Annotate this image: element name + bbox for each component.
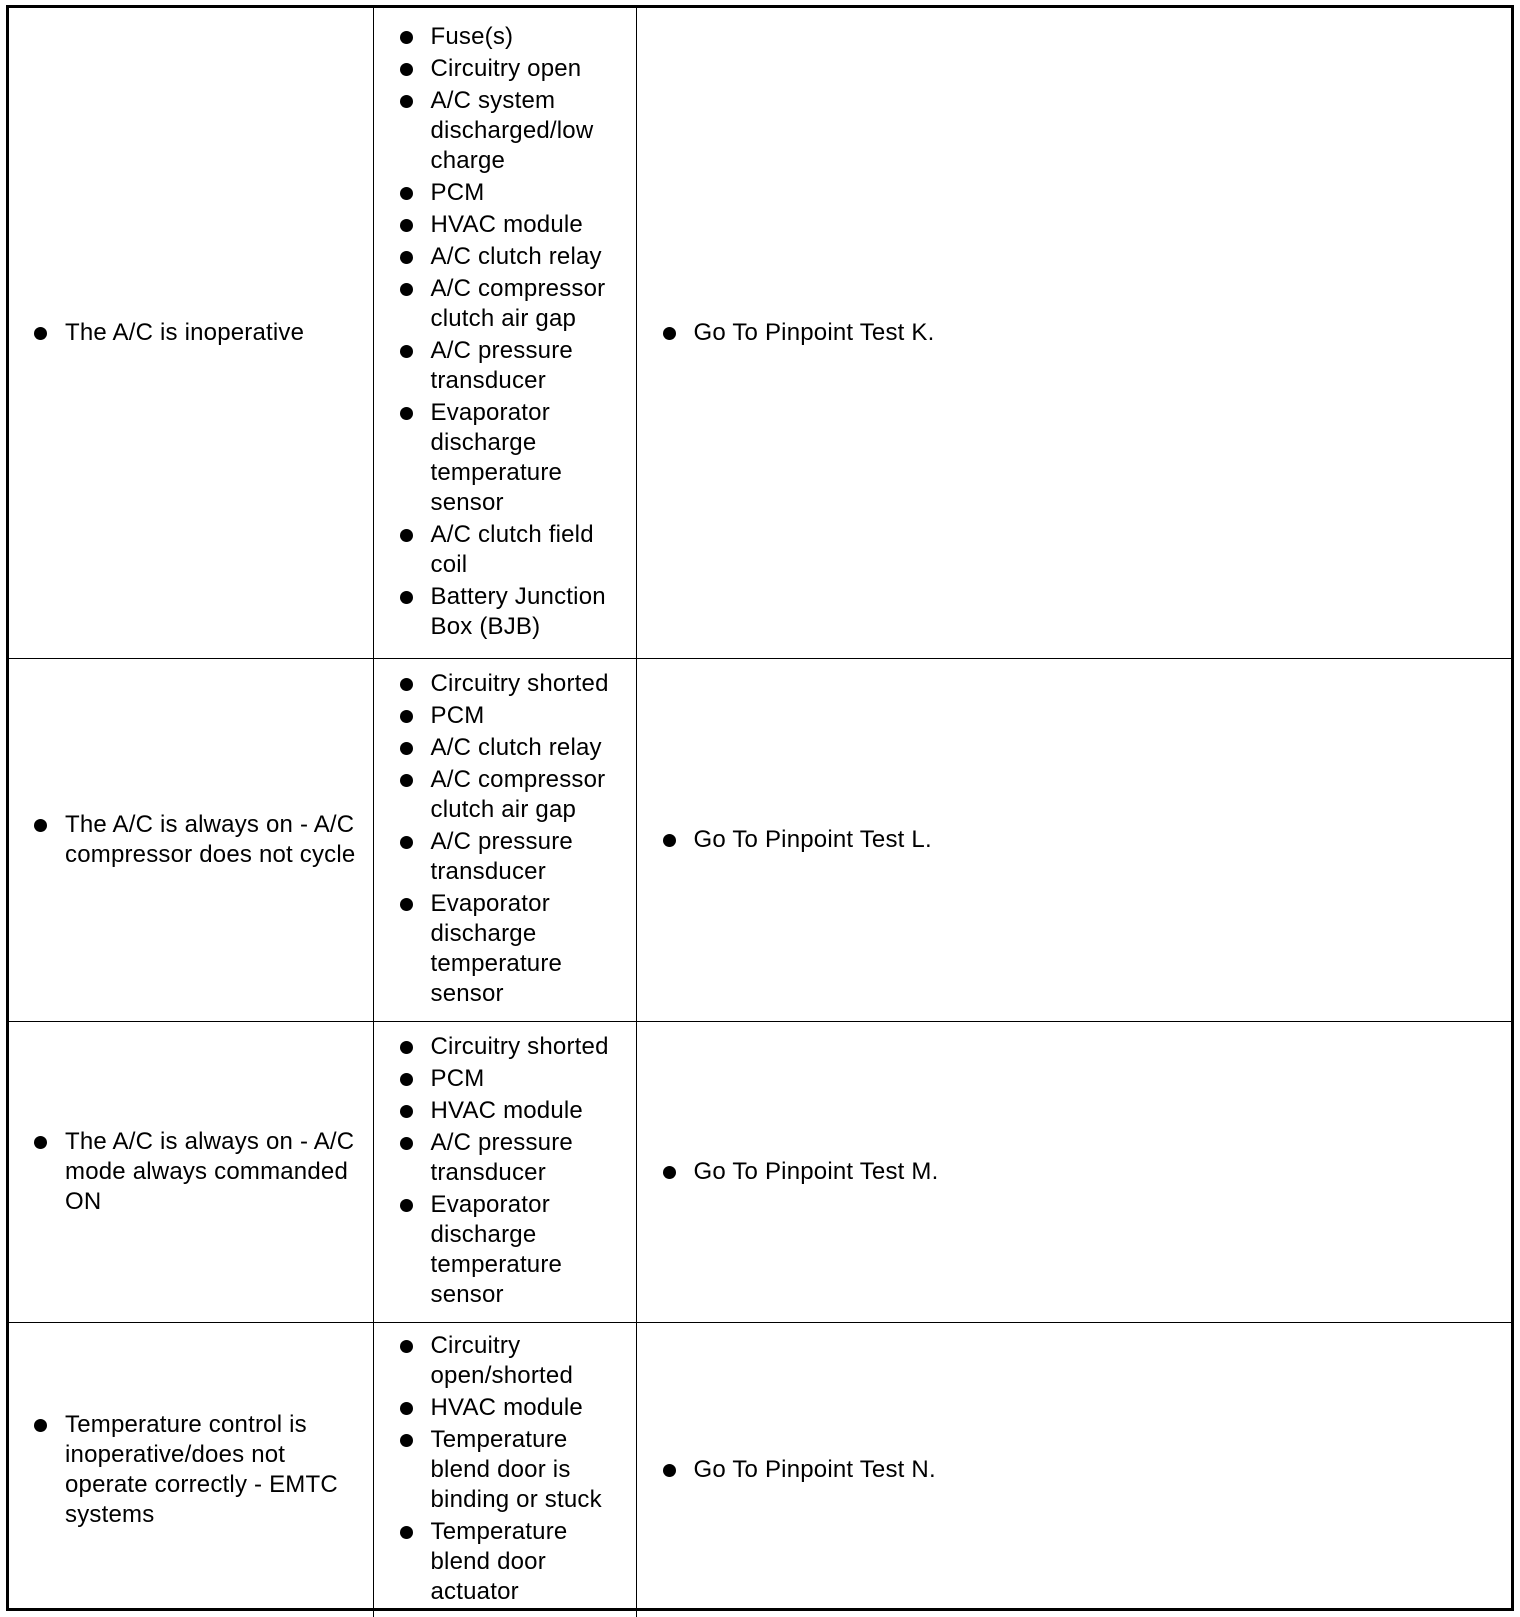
- possible-source-text: Evaporator discharge temperature sensor: [430, 1190, 563, 1308]
- condition-cell: [9, 658, 373, 1021]
- condition-cell: [9, 8, 373, 658]
- list-item: [400, 1096, 630, 1126]
- possible-source-text: A/C clutch relay: [430, 242, 602, 270]
- list-item: [400, 210, 630, 240]
- list-item: [400, 765, 630, 825]
- list-item: [400, 242, 630, 272]
- table-row: [9, 1322, 1511, 1617]
- list-item: [400, 274, 630, 334]
- list-item: [400, 520, 630, 580]
- bullet-icon: [400, 678, 413, 691]
- possible-source-text: Evaporator discharge temperature sensor: [430, 889, 563, 1007]
- action-cell: [636, 1322, 1511, 1617]
- list-item: [400, 1517, 630, 1607]
- bullet-icon: [400, 742, 413, 755]
- possible-source-text: HVAC module: [430, 1393, 583, 1421]
- possible-source-text: A/C clutch relay: [430, 733, 602, 761]
- symptom-chart: [6, 5, 1514, 1611]
- bullet-icon: [400, 898, 413, 911]
- possible-source-text: HVAC module: [430, 210, 583, 238]
- bullet-icon: [400, 710, 413, 723]
- bullet-icon: [34, 819, 47, 832]
- action-cell: [636, 1021, 1511, 1322]
- list-item: [400, 827, 630, 887]
- bullet-icon: [400, 1199, 413, 1212]
- possible-sources-cell: [373, 1322, 636, 1617]
- action-cell: [636, 658, 1511, 1021]
- possible-sources-list: [374, 1024, 636, 1320]
- possible-source-text: A/C pressure transducer: [430, 827, 573, 885]
- bullet-icon: [400, 95, 413, 108]
- list-item: [400, 178, 630, 208]
- table-body: [9, 8, 1511, 1617]
- possible-source-text: A/C pressure transducer: [430, 336, 573, 394]
- list-item: [400, 398, 630, 518]
- possible-sources-list: [374, 661, 636, 1019]
- possible-source-text: HVAC module: [430, 1096, 583, 1124]
- bullet-icon: [34, 1419, 47, 1432]
- possible-source-text: PCM: [430, 701, 485, 729]
- possible-sources-list: [374, 1323, 636, 1617]
- possible-source-text: Evaporator discharge temperature sensor: [430, 398, 563, 516]
- bullet-icon: [400, 63, 413, 76]
- action-text: Go To Pinpoint Test K.: [693, 318, 935, 346]
- bullet-icon: [34, 1136, 47, 1149]
- list-item: [400, 1393, 630, 1423]
- list-item: [400, 1064, 630, 1094]
- possible-source-text: PCM: [430, 1064, 485, 1092]
- table-row: [9, 658, 1511, 1021]
- condition-text: The A/C is always on - A/C mode always commanded ON: [65, 1127, 355, 1215]
- bullet-icon: [400, 31, 413, 44]
- condition-text: The A/C is inoperative: [65, 318, 305, 346]
- possible-source-text: A/C compressor clutch air gap: [430, 274, 606, 332]
- bullet-icon: [400, 1526, 413, 1539]
- bullet-icon: [400, 1137, 413, 1150]
- possible-source-text: Fuse(s): [430, 22, 514, 50]
- condition-text: Temperature control is inoperative/does not operate correctly - EMTC systems: [65, 1410, 338, 1528]
- bullet-icon: [400, 407, 413, 420]
- list-item: [400, 86, 630, 176]
- possible-source-text: A/C compressor clutch air gap: [430, 765, 606, 823]
- possible-source-text: Circuitry shorted: [430, 1032, 609, 1060]
- possible-source-text: Circuitry shorted: [430, 669, 609, 697]
- bullet-icon: [400, 1402, 413, 1415]
- possible-source-text: Circuitry open/shorted: [430, 1331, 574, 1389]
- bullet-icon: [663, 1166, 676, 1179]
- list-item: [400, 889, 630, 1009]
- list-item: [400, 582, 630, 642]
- table-row: [9, 8, 1511, 658]
- bullet-icon: [663, 327, 676, 340]
- action-cell: [636, 8, 1511, 658]
- table-row: [9, 1021, 1511, 1322]
- list-item: [400, 1128, 630, 1188]
- possible-source-text: Temperature blend door actuator: [430, 1517, 568, 1605]
- action-text: Go To Pinpoint Test L.: [693, 825, 932, 853]
- possible-sources-cell: [373, 658, 636, 1021]
- condition-cell: [9, 1021, 373, 1322]
- bullet-icon: [400, 529, 413, 542]
- possible-source-text: Temperature blend door is binding or stuck: [430, 1425, 602, 1513]
- possible-source-text: A/C clutch field coil: [430, 520, 594, 578]
- action-text: Go To Pinpoint Test N.: [693, 1455, 936, 1483]
- bullet-icon: [400, 187, 413, 200]
- bullet-icon: [400, 1041, 413, 1054]
- list-item: [400, 733, 630, 763]
- list-item: [400, 1425, 630, 1515]
- bullet-icon: [400, 219, 413, 232]
- list-item: [400, 1331, 630, 1391]
- possible-source-text: Circuitry open: [430, 54, 582, 82]
- possible-sources-cell: [373, 1021, 636, 1322]
- bullet-icon: [400, 251, 413, 264]
- bullet-icon: [34, 327, 47, 340]
- bullet-icon: [663, 834, 676, 847]
- bullet-icon: [400, 345, 413, 358]
- bullet-icon: [400, 591, 413, 604]
- list-item: [400, 701, 630, 731]
- bullet-icon: [400, 1340, 413, 1353]
- action-text: Go To Pinpoint Test M.: [693, 1157, 939, 1185]
- bullet-icon: [400, 283, 413, 296]
- possible-sources-list: [374, 14, 636, 652]
- bullet-icon: [400, 774, 413, 787]
- possible-source-text: A/C pressure transducer: [430, 1128, 573, 1186]
- list-item: [400, 1032, 630, 1062]
- list-item: [400, 1190, 630, 1310]
- possible-source-text: PCM: [430, 178, 485, 206]
- list-item: [400, 336, 630, 396]
- possible-source-text: A/C system discharged/low charge: [430, 86, 594, 174]
- list-item: [400, 22, 630, 52]
- possible-sources-cell: [373, 8, 636, 658]
- symptom-table: [9, 8, 1511, 1617]
- possible-source-text: Battery Junction Box (BJB): [430, 582, 606, 640]
- bullet-icon: [400, 1073, 413, 1086]
- bullet-icon: [400, 1105, 413, 1118]
- condition-cell: [9, 1322, 373, 1617]
- bullet-icon: [663, 1464, 676, 1477]
- bullet-icon: [400, 1434, 413, 1447]
- bullet-icon: [400, 836, 413, 849]
- list-item: [400, 669, 630, 699]
- list-item: [400, 54, 630, 84]
- condition-text: The A/C is always on - A/C compressor does not cycle: [65, 810, 356, 868]
